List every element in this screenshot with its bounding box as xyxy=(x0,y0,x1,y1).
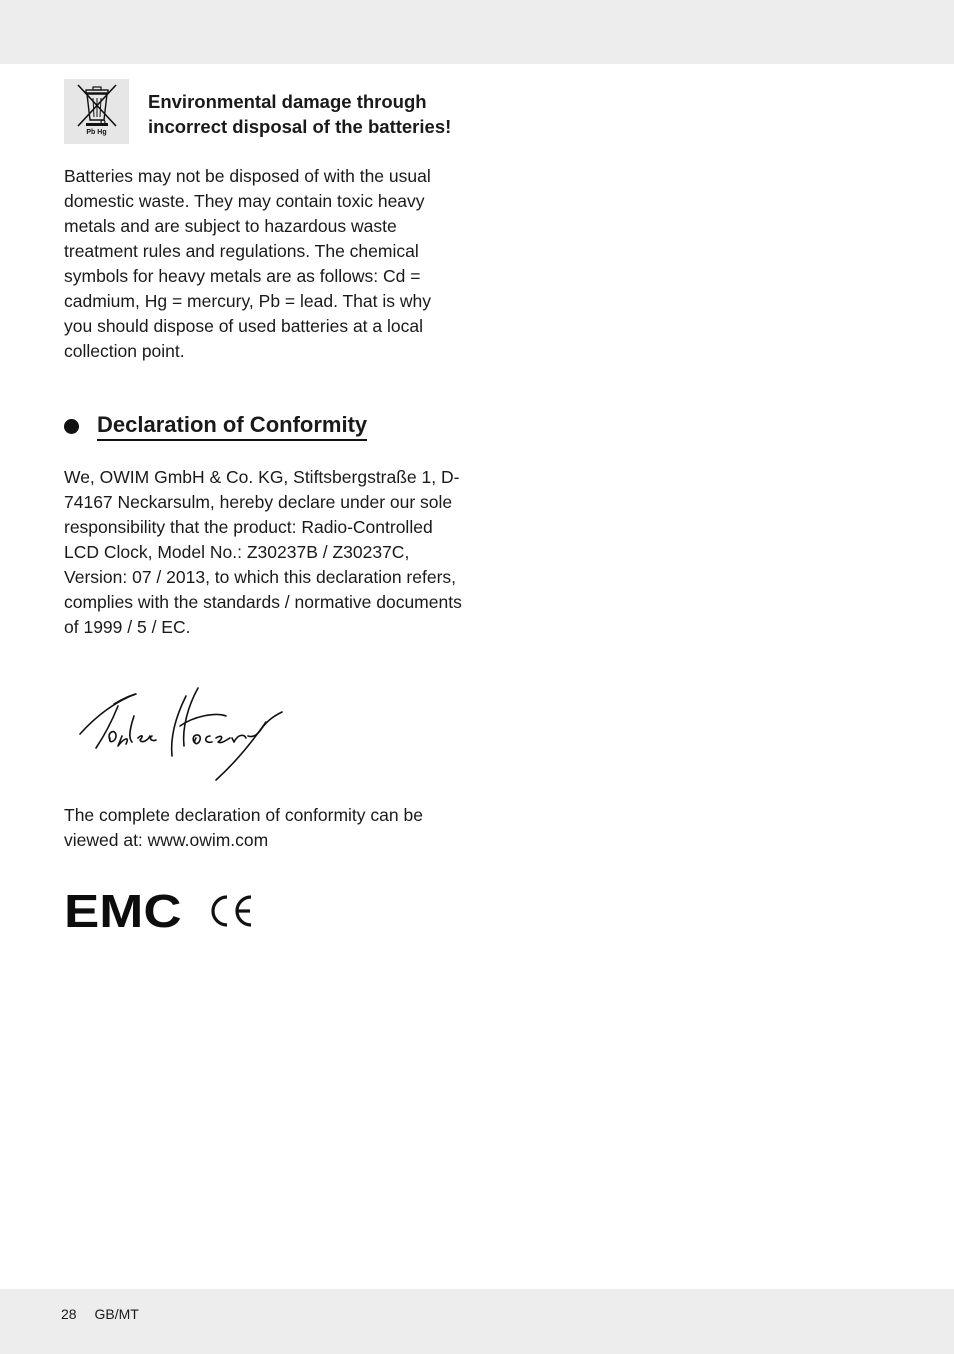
battery-disposal-paragraph: Batteries may not be disposed of with the usual domestic waste. They may contain toxic heavy metals and are subject to hazardous waste treatment rules and regulations. The chemical symbols for heavy metals are as follows: Cd = cadmium, Hg = mercury, Pb = lead. That is why you should dispose of used batteries at a local collection point. xyxy=(64,166,431,361)
conformity-heading: Declaration of Conformity xyxy=(97,411,367,441)
page-footer xyxy=(61,1306,153,1322)
locale-label: GB/MT xyxy=(94,1306,139,1322)
battery-disposal-warning xyxy=(64,79,464,144)
complete-declaration-note: The complete declaration of conformity can be viewed at: www.owim.com xyxy=(64,805,423,850)
conformity-paragraph: We, OWIM GmbH & Co. KG, Stiftsbergstraße 1, D-74167 Neckarsulm, hereby declare under our sole responsibility that the product: Radio-Controlled LCD Clock, Model No.: Z30237B / Z30237C, Version: 07 / 2013, to which this declaration refers, complies with the standards / normative documents of 1999 / 5 / EC. xyxy=(64,467,462,637)
header-band xyxy=(0,0,954,64)
chemical-symbols-label: Pb Hg xyxy=(86,129,107,136)
ce-mark-icon xyxy=(208,894,254,928)
emc-label: EMC xyxy=(64,885,182,937)
handwritten-signature-icon xyxy=(76,676,286,784)
warning-title: Environmental damage through incorrect disposal of the batteries! xyxy=(148,91,452,137)
conformity-heading-row xyxy=(64,411,464,441)
crossed-out-wheelie-bin-icon xyxy=(64,79,129,144)
bullet-icon xyxy=(64,419,79,434)
certification-marks xyxy=(64,885,464,937)
page-content xyxy=(64,79,464,937)
page-number: 28 xyxy=(61,1306,77,1322)
